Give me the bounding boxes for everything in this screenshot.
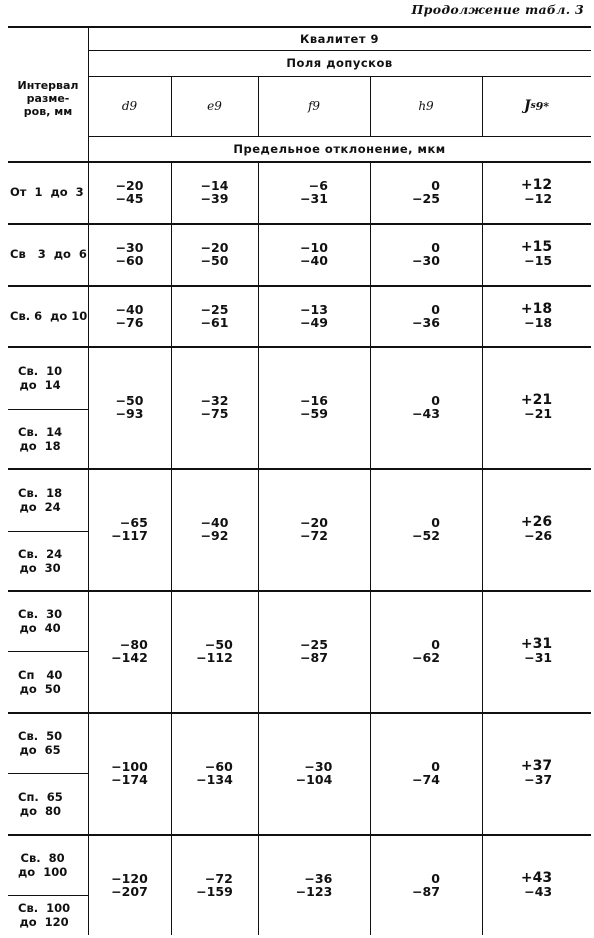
upper-deviation: 0 [431,515,440,530]
column-divider [171,76,172,136]
deviation-values [201,394,229,420]
column-divider [370,161,371,223]
table-cell [482,285,591,346]
lower-deviation: −76 [115,314,144,330]
deviation-values [201,516,229,542]
upper-deviation: −14 [200,178,229,193]
lower-deviation: −30 [412,253,440,268]
deviation-values [196,638,233,664]
table-cell [88,468,171,590]
upper-deviation: −6 [308,178,328,193]
deviation-values [111,638,148,664]
column-divider [370,285,371,346]
lower-deviation: −25 [412,191,440,206]
lower-deviation: −43 [412,406,440,421]
table-cell [171,346,258,468]
table-cell [88,285,171,346]
row-range-label: Св. 18 до 24 [18,485,63,514]
table-cell [370,346,482,468]
row-header-label-line: Интервал [17,78,79,92]
table-cell [370,468,482,590]
row-range-label: Св. 100 до 120 [18,901,71,929]
table-cell [482,834,591,935]
upper-deviation: 0 [431,393,440,408]
lower-deviation: −62 [412,650,440,665]
column-header-h9: h9 [418,99,434,113]
deviation-values [412,179,440,205]
lower-deviation: −75 [200,406,229,421]
table-cell [482,346,591,468]
upper-deviation: −120 [111,870,148,886]
qualitet-header: Квалитет 9 [299,32,380,46]
deviation-values [412,241,440,267]
deviation-values [300,303,328,329]
tolerance-table [8,26,591,935]
deviation-values [201,241,229,267]
lower-deviation: −12 [524,191,553,206]
table-cell [258,346,370,468]
lower-deviation: −36 [412,314,440,330]
upper-deviation: −40 [115,301,144,317]
js-subscript: s [530,101,536,111]
upper-deviation: −20 [200,240,229,255]
deviation-values [412,394,440,420]
table-cell [258,285,370,346]
upper-deviation: −60 [204,759,233,774]
column-divider [482,468,483,590]
lower-deviation: −117 [111,528,148,543]
lower-deviation: −18 [524,314,553,330]
column-divider [258,76,259,136]
header-divider [88,50,591,51]
tolerance-fields-header: Поля допусков [286,56,393,70]
table-cell [258,468,370,590]
row-range-label: Св. 10 до 14 [18,363,63,392]
row-subdivider [8,651,88,652]
table-caption: Продолжение табл. 3 [411,2,584,17]
deviation-values [300,179,328,205]
lower-deviation: −92 [200,528,229,543]
upper-deviation: −50 [204,637,233,652]
lower-deviation: −134 [196,772,233,787]
deviation-values [521,638,552,664]
deviation-values [201,179,229,205]
deviation-values [521,241,552,267]
lower-deviation: −43 [524,883,553,899]
column-divider [482,76,483,136]
column-divider [171,285,172,346]
upper-deviation: −13 [300,301,328,317]
deviation-values [412,872,440,898]
deviation-values [111,872,148,898]
upper-deviation: −25 [300,637,328,652]
upper-deviation: +37 [520,758,553,774]
deviation-values [201,303,229,329]
row-subdivider [8,895,88,896]
column-divider [370,834,371,935]
lower-deviation: −52 [412,528,440,543]
deviation-values [521,760,552,786]
column-divider [482,590,483,712]
table-cell [370,834,482,935]
table-cell [370,590,482,712]
upper-deviation: 0 [431,301,440,317]
column-divider [482,223,483,285]
table-cell [171,712,258,834]
row-header-label [8,68,88,128]
upper-deviation: −20 [115,178,144,193]
table-cell [88,346,171,468]
upper-deviation: 0 [431,178,440,193]
table-cell [258,223,370,285]
table-cell [88,834,171,935]
js-suffix: 9* [535,99,550,113]
column-header-f9: f9 [307,99,321,113]
upper-deviation: −10 [300,240,328,255]
column-divider [482,834,483,935]
upper-deviation: −72 [204,870,233,886]
table-cell [171,161,258,223]
column-divider [370,346,371,468]
table-cell [171,590,258,712]
deviation-values [521,516,552,542]
deviation-values [412,303,440,329]
table-cell [171,834,258,935]
deviation-values [300,394,328,420]
deviation-values [412,516,440,542]
upper-deviation: +26 [520,514,553,530]
deviation-values [111,516,148,542]
lower-deviation: −112 [196,650,233,665]
deviation-values [116,179,144,205]
lower-deviation: −21 [524,406,553,421]
row-range-label: Св. 14 до 18 [18,424,63,453]
table-cell [88,712,171,834]
lower-deviation: −174 [111,772,148,787]
table-cell [370,285,482,346]
upper-deviation: +43 [520,869,553,886]
table-cell [258,161,370,223]
column-divider [258,346,259,468]
column-divider [370,468,371,590]
column-divider [171,346,172,468]
table-cell [370,223,482,285]
table-cell [482,223,591,285]
table-cell [482,161,591,223]
row-header-label-line: ров, мм [23,104,73,118]
upper-deviation: −25 [200,301,229,317]
column-divider [370,590,371,712]
deviation-values [520,869,553,899]
upper-deviation: +18 [520,300,553,317]
column-divider [482,346,483,468]
table-cell [171,285,258,346]
lower-deviation: −26 [524,528,553,543]
table-cell [370,712,482,834]
row-range-label: Св 3 до 6 [10,247,87,261]
column-divider [258,285,259,346]
upper-deviation: +15 [520,239,553,255]
deviation-values [520,300,553,330]
lower-deviation: −45 [115,191,144,206]
table-cell [482,468,591,590]
lower-deviation: −93 [115,406,144,421]
lower-deviation: −72 [300,528,328,543]
column-divider [258,223,259,285]
table-cell [482,590,591,712]
deviation-values [300,516,328,542]
column-divider [258,834,259,935]
table-cell [258,834,370,935]
row-range-label: Св. 24 до 30 [18,546,63,575]
lower-deviation: −61 [200,314,229,330]
upper-deviation: 0 [431,240,440,255]
deviation-values [196,760,233,786]
lower-deviation: −40 [300,253,328,268]
row-range-label: Св. 30 до 40 [18,606,63,635]
lower-deviation: −104 [295,772,333,787]
deviation-values [412,638,440,664]
column-divider [171,161,172,223]
lower-deviation: −159 [196,883,233,899]
column-divider [258,590,259,712]
column-divider [171,468,172,590]
lower-deviation: −142 [111,650,148,665]
deviation-values [300,638,328,664]
row-header-label-line: разме- [26,91,70,105]
table-cell [88,590,171,712]
lower-deviation: −74 [412,772,440,787]
column-header-e9: e9 [207,99,222,113]
row-subdivider [8,773,88,774]
lower-deviation: −207 [111,883,148,899]
deviation-values [521,179,552,205]
table-cell [370,161,482,223]
column-divider [171,834,172,935]
table-cell [171,468,258,590]
table-cell [88,223,171,285]
table-cell [258,712,370,834]
deviation-values [296,760,333,786]
column-divider [482,285,483,346]
upper-deviation: −16 [300,393,328,408]
lower-deviation: −123 [295,883,333,899]
deviation-values [412,760,440,786]
upper-deviation: 0 [431,870,440,886]
upper-deviation: +21 [520,392,553,408]
upper-deviation: −30 [115,240,144,255]
row-range-label: Св. 80 до 100 [18,850,68,879]
lower-deviation: −39 [200,191,229,206]
column-divider [171,590,172,712]
column-header-d9: d9 [121,99,138,113]
row-subdivider [8,531,88,532]
row-range-label: Сп 40 до 50 [18,667,63,696]
lower-deviation: −37 [524,772,553,787]
js-base: J [523,98,531,114]
deviation-values [196,872,233,898]
lower-deviation: −50 [200,253,229,268]
row-range-label: Сп. 65 до 80 [18,789,63,818]
lower-deviation: −60 [115,253,144,268]
deviation-values [116,241,144,267]
lower-deviation: −87 [300,650,328,665]
upper-deviation: −32 [200,393,229,408]
column-divider [482,161,483,223]
column-divider [258,161,259,223]
deviation-values [111,760,148,786]
column-divider [370,76,371,136]
upper-deviation: −100 [111,759,148,774]
lower-deviation: −49 [300,314,328,330]
upper-deviation: 0 [431,637,440,652]
column-divider [258,712,259,834]
column-divider [258,468,259,590]
table-cell [258,590,370,712]
column-divider [482,712,483,834]
upper-deviation: 0 [431,759,440,774]
row-subdivider [8,409,88,410]
upper-deviation: −20 [300,515,328,530]
column-divider [370,712,371,834]
deviation-values [521,394,552,420]
deviation-values [300,241,328,267]
table-cell [88,161,171,223]
lower-deviation: −59 [300,406,328,421]
deviation-header: Предельное отклонение, мкм [233,141,446,156]
lower-deviation: −87 [412,883,440,899]
row-range-label: От 1 до 3 [10,185,84,199]
column-header-js9 [482,76,591,136]
upper-deviation: −40 [200,515,229,530]
upper-deviation: −30 [304,759,333,774]
table-cell [171,223,258,285]
deviation-values [116,394,144,420]
upper-deviation: −80 [119,637,148,652]
header-divider [88,136,591,137]
column-divider [370,223,371,285]
upper-deviation: +12 [520,177,553,193]
header-divider [88,76,591,77]
lower-deviation: −15 [524,253,553,268]
deviation-values [116,303,144,329]
upper-deviation: −65 [119,515,148,530]
upper-deviation: −36 [304,870,333,886]
column-divider [171,223,172,285]
lower-deviation: −31 [300,191,328,206]
column-divider [171,712,172,834]
table-cell [482,712,591,834]
lower-deviation: −31 [524,650,553,665]
deviation-values [296,872,333,898]
upper-deviation: +31 [520,636,553,652]
row-range-label: Св. 6 до 10 [10,308,88,323]
upper-deviation: −50 [115,393,144,408]
row-range-label: Св. 50 до 65 [18,728,63,757]
